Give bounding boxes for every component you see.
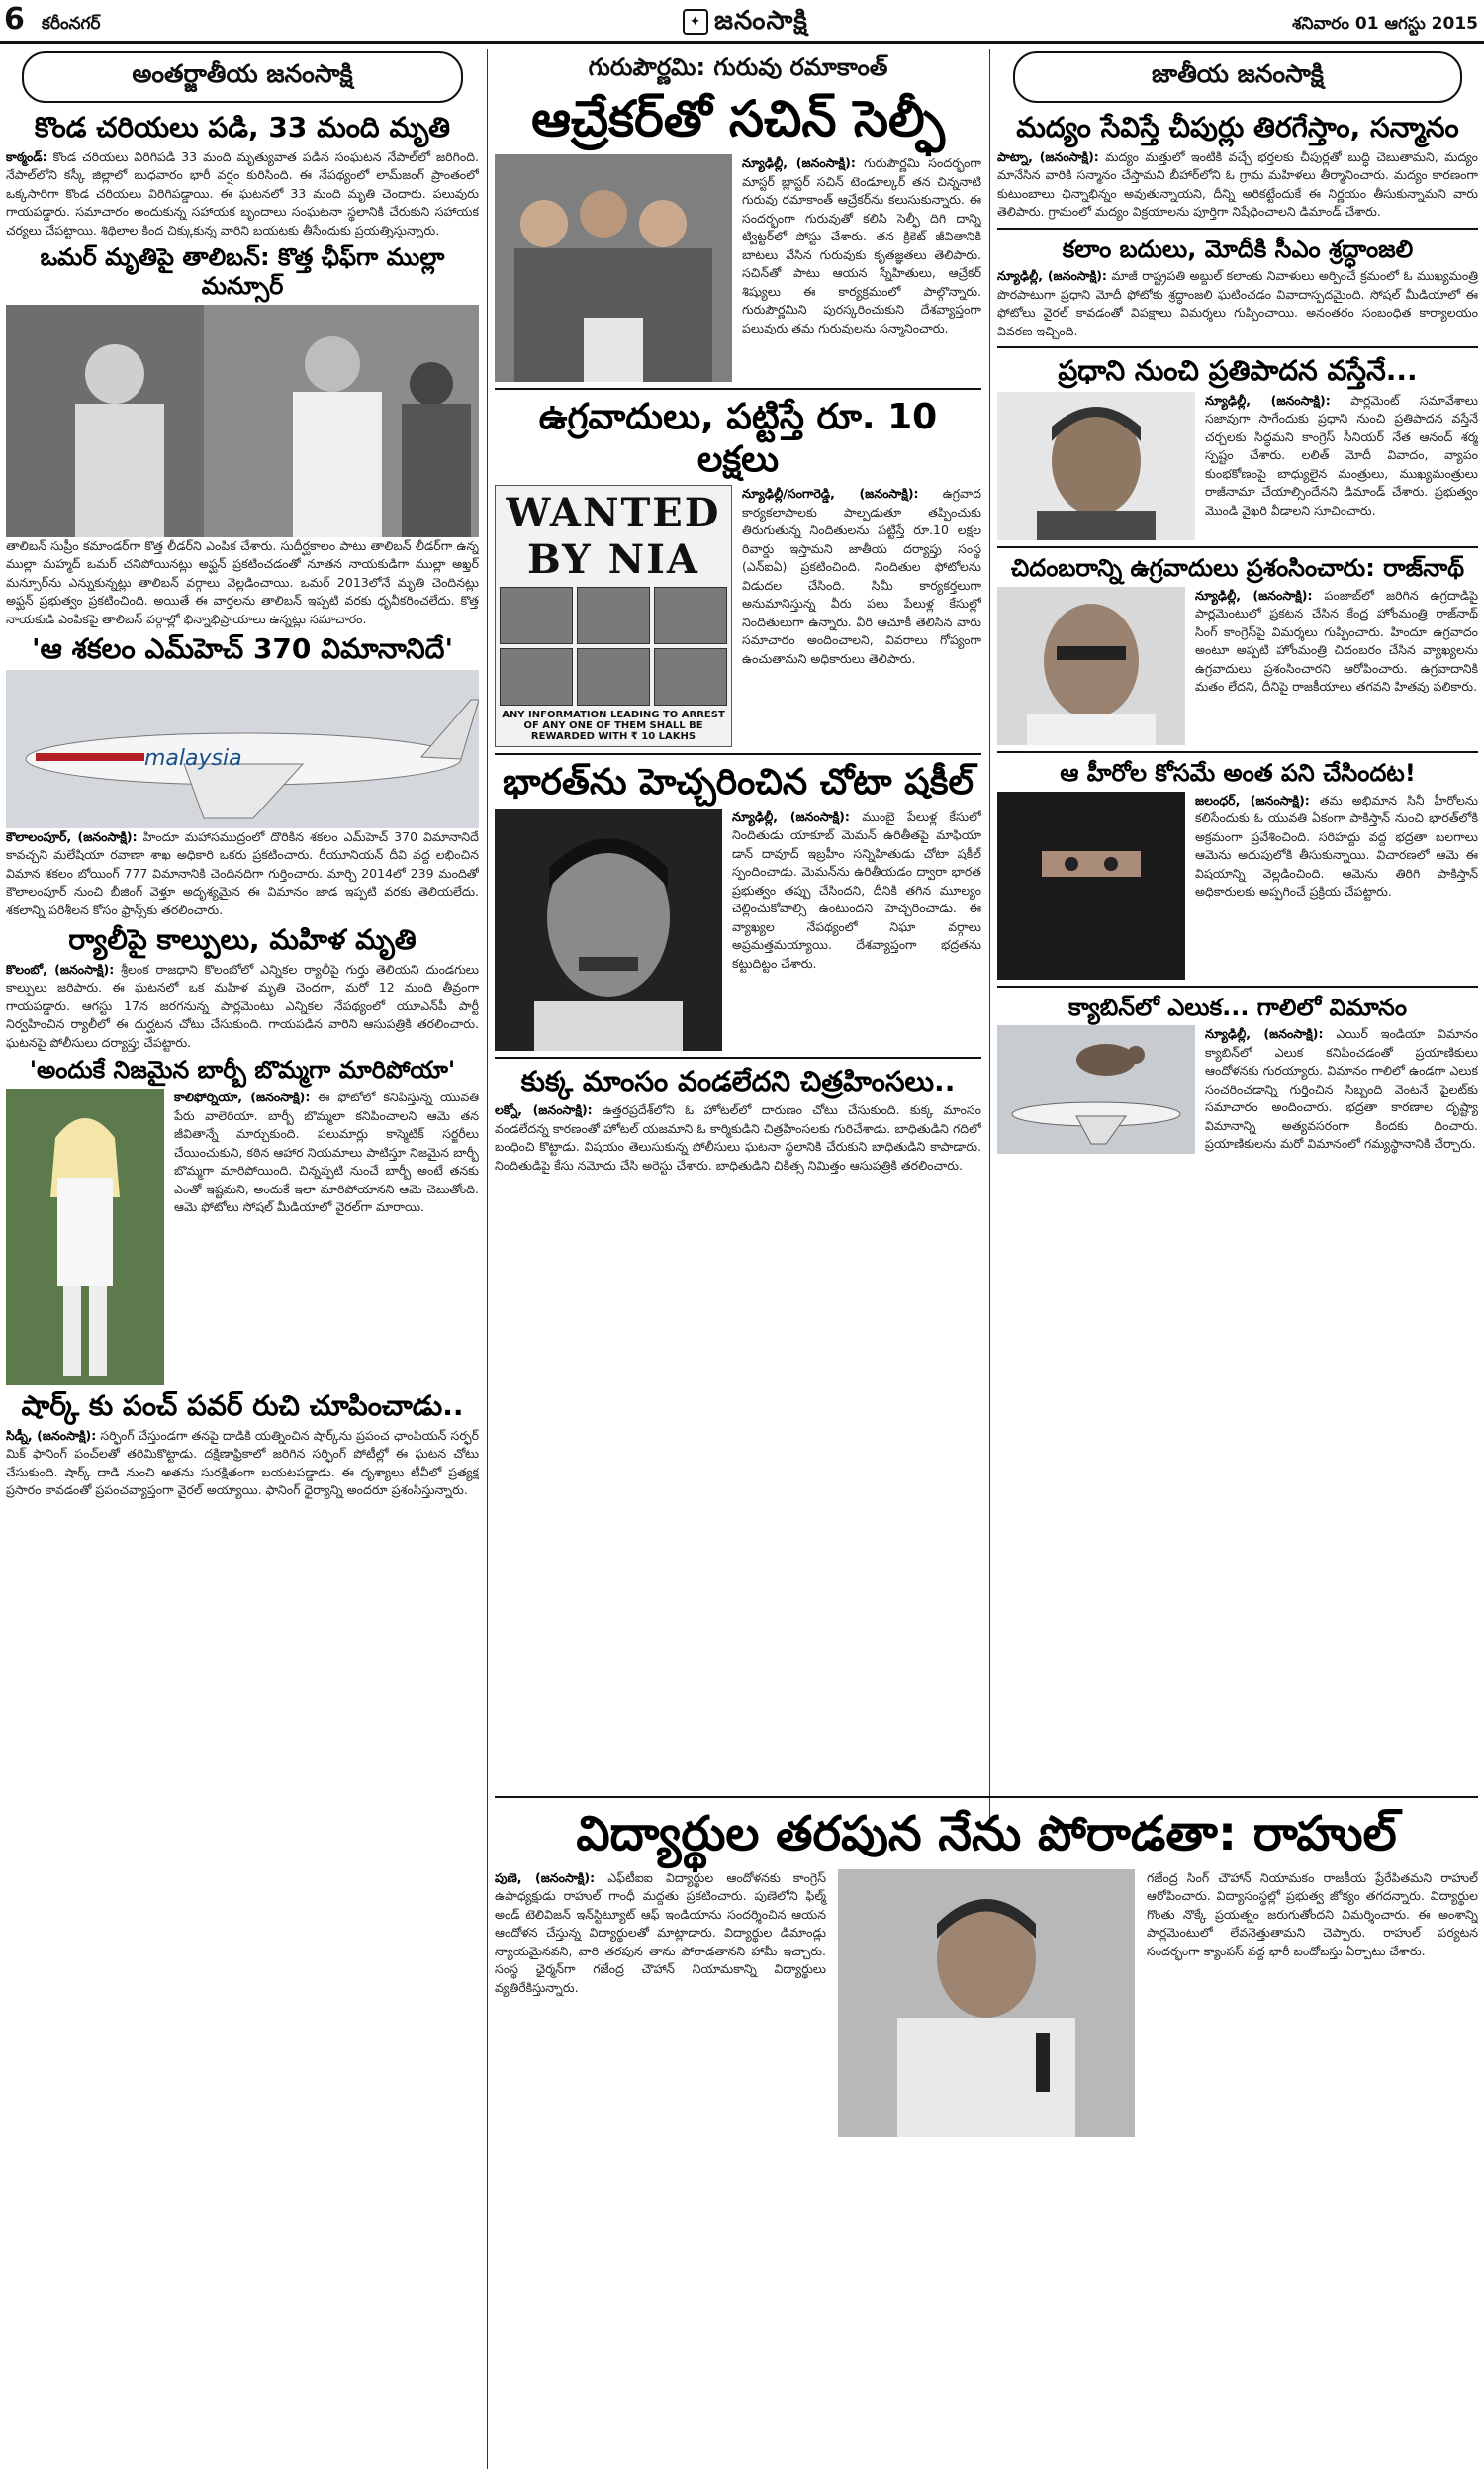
body-rally: కొలంబో, (జనంసాక్షి): శ్రీలంక రాజధాని కొలంబోలో ఎన్నికల ర్యాలీపై గుర్తు తెలియని దుండగులు కాల్పులు జరిపారు. ఈ ఘటనలో ఒక మహిళ మృతి చెందగా, మరో 12 మంది తీవ్రంగా గాయపడ్డారు. ఆగస్టు 17న జరగనున్న పార్లమెంటు ఎన్నికల నేపథ్యంలో యూఎన్‌పీ పార్టీ నిర్వహించిన ర్యాలీలో ఈ దుర్ఘటన చోటు చేసుకుంది. గాయపడిన వారిని ఆసుపత్రికి తరలించారు. ఘటనపై పోలీసులు దర్యాప్తు చేపట్టారు. (6, 961, 479, 1050)
headline-sachin: ఆచ్రేకర్‌తో సచిన్‌ సెల్ఫీ (531, 90, 945, 147)
body-rajnath: న్యూఢిల్లీ, (జనంసాక్షి): పంజాబ్‌లో జరిగిన ఉగ్రదాడిపై పార్లమెంటులో ప్రకటన చేసిన కేంద్ర హోంమంత్రి రాజ్‌నాథ్‌ సింగ్‌ కాంగ్రెస్‌పై విమర్శలు గుప్పించారు. హిందూ ఉగ్రవాదం అంటూ అప్పటి హోంమంత్రి చిదంబరం చేసిన వ్యాఖ్యలను ఉగ్రవాదులు ప్రశంసించారని ఆరోపించారు. ఉగ్రవాదానికి మతం లేదని, దీనిపై రాజకీయాలు తగవని హితవు పలికారు. (1195, 587, 1478, 695)
edition-name: కరీంనగర్ (42, 14, 101, 34)
body-landslide: కాఠ్మండ్‌: కొండ చరియలు విరిగిపడి 33 మంది మృత్యువాత పడిన సంఘటన నేపాల్‌లో జరిగింది. నేపాల్‌లోని కస్కీ జిల్లాలో బుధవారం భారీ వర్షం కురిసింది. ఈ నేపథ్యంలో లామ్‌జంగ్‌ ప్రాంతంలో ఒక్కసారిగా కొండ చరియలు విరిగిపడ్డాయి. ఈ ఘటనలో 33 మంది మృతి చెందారు. పలువురు గాయపడ్డారు. సమాచారం అందుకున్న సహాయక బృందాలు సంఘటనా స్థలానికి చేరుకుని సహాయక చర్యలు చేపట్టాయి. శిథిలాల కింద చిక్కుకున్న వారిని బయటకు తీసేందుకు ప్రయత్నిస్తున్నారు. (6, 148, 479, 238)
article-terrorists-reward (495, 485, 981, 747)
headline-rajnath: చిదంబరాన్ని ఉగ్రవాదులు ప్రశంసించారు: రాజ్‌నాథ్‌ (1010, 553, 1465, 582)
body-dog-meat: లక్నో, (జనంసాక్షి): ఉత్తరప్రదేశ్‌లోని ఓ హోటల్‌లో దారుణం చోటు చేసుకుంది. కుక్క మాంసం వండలేదన్న కారణంతో హోటల్‌ యజమాని ఓ కార్మికుడిని చిత్రహింసలకు గురిచేశాడు. బాధితుడిని గదిలో బంధించి కొట్టాడు. విషయం తెలుసుకున్న పోలీసులు ఘటనా స్థలానికి చేరుకుని బాధితుడిని కాపాడారు. నిందితుడిపై కేసు నమోదు చేసి అరెస్టు చేశారు. బాధితుడిని చికిత్స నిమిత్తం ఆసుపత్రికి తరలించారు. (495, 1102, 981, 1173)
body-barbie: కాలిఫోర్నియా, (జనంసాక్షి): ఈ ఫోటోలో కనిపిస్తున్న యువతి పేరు వాలెరియా. బార్బీ బొమ్మలా కనిపించాలని ఆమె తన జీవితాన్నే మార్చుకుంది. పలుమార్లు కాస్మెటిక్‌ సర్జరీలు చేయించుకుని, కఠిన ఆహార నియమాలు పాటిస్తూ నిజమైన బార్బీ బొమ్మగా మారిపోయింది. చిన్నప్పటి నుంచే బార్బీ అంటే తనకు ఎంతో ఇష్టమని, అందుకే ఇలా మారిపోయానని ఆమె చెబుతోంది. ఆమె ఫోటోలు సోషల్‌ మీడియాలో వైరల్‌గా మారాయి. (174, 1090, 479, 1215)
article-shark (6, 1389, 479, 1500)
page-number: 6 (4, 2, 25, 37)
body-pm-proposal: న్యూఢిల్లీ, (జనంసాక్షి): పార్లమెంట్‌ సమావేశాలు సజావుగా సాగేందుకు ప్రధాని నుంచి ప్రతిపాదన వస్తేనే చర్చలకు సిద్ధమని కాంగ్రెస్‌ సీనియర్‌ నేత ఆనంద్‌ శర్మ స్పష్టం చేశారు. లలిత్‌ మోదీ వివాదం, వ్యాపం కుంభకోణంపై బాధ్యులైన మంత్రులు, ముఖ్యమంత్రులు రాజీనామా చేయాల్సిందేనని డిమాండ్‌ చేశారు. ప్రభుత్వం మొండి వైఖరి వీడాలని సూచించారు. (1205, 392, 1478, 518)
headline-heroes: ఆ హీరోల కోసమే అంత పని చేసిందట! (1060, 758, 1416, 787)
article-chhota-shakeel (495, 809, 981, 1051)
headline-rally: ర్యాలీపై కాల్పులు, మహిళ మృతి (68, 923, 417, 957)
middle-column (495, 49, 981, 1831)
body-terrorists-reward: న్యూఢిల్లీ/సంగారెడ్డి, (జనంసాక్షి): ఉగ్రవాద కార్యకలాపాలకు పాల్పడుతూ తప్పించుకు తిరుగుతున్న నిందితులను పట్టిస్తే రూ.10 లక్షల రివార్డు ఇస్తామని జాతీయ దర్యాప్తు సంస్థ (ఎన్‌ఐఏ) ప్రకటించింది. నిందితుల ఫోటోలను విడుదల చేసింది. సిమీ కార్యకర్తలుగా అనుమానిస్తున్న వీరు పలు పేలుళ్ల కేసుల్లో నిందితులుగా ఉన్నారు. వీరి ఆచూకీ తెలిసిన వారు సమాచారం అందించాలని, వివరాలు గోప్యంగా ఉంచుతామని అధికారులు తెలిపారు. (742, 486, 981, 666)
body-kalam-modi: న్యూఢిల్లీ, (జనంసాక్షి): మాజీ రాష్ట్రపతి అబ్దుల్‌ కలాంకు నివాళులు అర్పించే క్రమంలో ఓ ముఖ్యమంత్రి పొరపాటుగా ప్రధాని మోదీ ఫోటోకు శ్రద్ధాంజలి ఘటించడం వివాదాస్పదమైంది. సోషల్‌ మీడియాలో ఈ ఫోటోలు వైరల్‌ కావడంతో విపక్షాలు విమర్శలు గుప్పించాయి. అనంతరం సంబంధిత కార్యాలయం వివరణ ఇచ్చింది. (997, 268, 1478, 338)
headline-liquor: మద్యం సేవిస్తే చీపుర్లు తిరగేస్తాం, సన్మానం (1016, 111, 1459, 143)
article-heroes (997, 792, 1478, 980)
article-landslide (6, 111, 479, 239)
national-column (997, 49, 1478, 1831)
article-mh370 (6, 632, 479, 919)
headline-chhota-shakeel: భారత్‌ను హెచ్చరించిన చోటా షకీల్‌ (502, 762, 974, 804)
body-taliban: తాలిబన్‌ సుప్రీం కమాండర్‌గా కొత్త లీడర్‌ని ఎంపిక చేశారు. సుదీర్ఘకాలం పాటు తాలిబన్‌ లీడర్‌గా ఉన్న ముల్లా మహ్మద్‌ ఒమర్‌ చనిపోయినట్లు అఫ్ఘన్‌ ప్రకటించడంతో నూతన నాయకుడిగా ముల్లా అఖ్తర్‌ మన్సూర్‌ను ఎన్నుకున్నట్లు తాలిబన్‌ వర్గాలు వెల్లడించాయి. ఒమర్‌ 2013లోనే మృతి చెందినట్లు అఫ్ఘన్‌ ప్రభుత్వం ప్రకటించింది. అయితే ఈ వార్తలను తాలిబన్‌ ఇప్పటి వరకు ధృవీకరించలేదు. కొత్త నాయకుడి ఎంపికపై తాలిబన్‌ వర్గాల్లో భిన్నాభిప్రాయాలు ఉన్నట్లు సమాచారం. (6, 537, 479, 626)
photo-veiled-woman (997, 792, 1185, 980)
article-rat-flight (997, 1025, 1478, 1154)
wanted-face (654, 587, 727, 644)
article-rahul (495, 1796, 1478, 2469)
headline-barbie: 'అందుకే నిజమైన బార్బీ బొమ్మగా మారిపోయా' (29, 1056, 456, 1085)
headline-rahul: విద్యార్థుల తరపున నేను పోరాడతా: రాహుల్‌ (576, 1806, 1397, 1861)
body-rahul-left: పుణె, (జనంసాక్షి): ఎఫ్‌టీఐఐ విద్యార్థుల ఆందోళనకు కాంగ్రెస్‌ ఉపాధ్యక్షుడు రాహుల్‌ గాంధీ మద్దతు ప్రకటించారు. పుణెలోని ఫిల్మ్‌ అండ్‌ టెలివిజన్‌ ఇన్‌స్టిట్యూట్‌ ఆఫ్‌ ఇండియాను సందర్శించిన ఆయన ఆందోళన చేస్తున్న విద్యార్థులతో మాట్లాడారు. విద్యార్థుల డిమాండ్లు న్యాయమైనవని, వారి తరపున తాను పోరాడతానని హామీ ఇచ్చారు. సంస్థ ఛైర్మన్‌గా గజేంద్ర చౌహాన్‌ నియామకాన్ని విద్యార్థులు వ్యతిరేకిస్తున్నారు. (495, 1869, 826, 1995)
headline-pm-proposal: ప్రధాని నుంచి ప్రతిపాదన వస్తేనే... (1058, 354, 1418, 388)
kicker-guru-purnima: గురుపౌర్ణమి: గురువు రమాకాంత్‌ (588, 53, 888, 81)
photo-taliban (6, 305, 479, 537)
body-rahul-right: గజేంద్ర సింగ్‌ చౌహాన్‌ నియామకం రాజకీయ ప్రేరేపితమని రాహుల్‌ ఆరోపించారు. విద్యాసంస్థల్లో ప్రభుత్వ జోక్యం తగదన్నారు. విద్యార్థుల గొంతు నొక్కే ప్రయత్నం జరుగుతోందని విమర్శించారు. ఈ అంశాన్ని పార్లమెంటులో లేవనెత్తుతామని చెప్పారు. రాహుల్‌ పర్యటన సందర్భంగా క్యాంపస్‌ వద్ద భారీ బందోబస్తు ఏర్పాటు చేశారు. (1147, 1869, 1478, 1958)
headline-dog-meat: కుక్క మాంసం వండలేదని చిత్రహింసలు.. (520, 1064, 956, 1097)
svg-text:malaysia: malaysia (144, 745, 242, 771)
body-sachin: న్యూఢిల్లీ, (జనంసాక్షి): గురుపౌర్ణమి సందర్భంగా మాస్టర్‌ బ్లాస్టర్‌ సచిన్‌ టెండూల్కర్‌ తన చిన్ననాటి గురువు రమాకాంత్‌ ఆచ్రేకర్‌ను కలుసుకున్నారు. ఈ సందర్భంగా గురువుతో కలిసి సెల్ఫీ దిగి దాన్ని ట్విట్టర్‌లో పోస్టు చేశారు. తన క్రికెట్‌ జీవితానికి బాటలు వేసిన గురువుకు కృతజ్ఞతలు తెలిపారు. సచిన్‌తో పాటు ఆయన స్నేహితులు, ఆచ్రేకర్‌ శిష్యులు ఈ కార్యక్రమంలో పాల్గొన్నారు. గురుపౌర్ణమిని పురస్కరించుకుని దేశవ్యాప్తంగా పలువురు తమ గురువులను సన్మానించారు. (742, 155, 981, 335)
article-sachin (495, 154, 981, 382)
masthead-title: జనంసాక్షి (714, 6, 808, 36)
headline-rat-flight: క్యాబిన్‌లో ఎలుక... గాలిలో విమానం (1067, 993, 1407, 1021)
headline-terrorists-reward: ఉగ్రవాదులు, పట్టిస్తే రూ. 10 లక్షలు (538, 397, 938, 481)
body-liquor: పాట్నా, (జనంసాక్షి): మద్యం మత్తులో ఇంటికి వచ్చే భర్తలకు చీపుర్లతో బుద్ధి చెబుతామని, మద్యం మానేసిన వారికి సన్మానం చేస్తామని బీహార్‌లోని ఓ గ్రామ మహిళలు తీర్మానించారు. మద్యం కారణంగా కుటుంబాలు ఛిన్నాభిన్నం అవుతున్నాయని, దీన్ని అరికట్టేందుకే ఈ నిర్ణయం తీసుకున్నామని వారు తెలిపారు. గ్రామంలో మద్యం విక్రయాలను పూర్తిగా నిషేధించాలని డిమాండ్‌ చేశారు. (997, 148, 1478, 220)
headline-mh370: 'ఆ శకలం ఎమ్‌హెచ్‌ 370 విమానానిదే' (31, 632, 454, 666)
wanted-face (654, 648, 727, 706)
photo-airplane (6, 670, 479, 828)
photo-rahul (838, 1869, 1135, 2137)
section-international: అంతర్జాతీయ జనంసాక్షి (22, 51, 463, 103)
photo-rajnath (997, 587, 1185, 745)
column-divider (487, 49, 488, 2469)
body-shark: సిడ్నీ, (జనంసాక్షి): సర్ఫింగ్‌ చేస్తుండగా తనపై దాడికి యత్నించిన షార్క్‌ను ప్రపంచ ఛాంపియన్‌ సర్ఫర్‌ మిక్‌ ఫానింగ్‌ పంచ్‌లతో తరిమికొట్టాడు. దక్షిణాఫ్రికాలో జరిగిన సర్ఫింగ్‌ పోటీల్లో ఈ ఘటన చోటు చేసుకుంది. షార్క్‌ దాడి నుంచి అతను సురక్షితంగా బయటపడ్డాడు. ఈ దృశ్యాలు టీవీలో ప్రత్యక్ష ప్రసారం కావడంతో ప్రపంచవ్యాప్తంగా వైరల్‌ అయ్యాయి. ఫానింగ్‌ ధైర్యాన్ని అందరూ ప్రశంసిస్తున్నారు. (6, 1427, 479, 1498)
column-divider (989, 49, 990, 1831)
wanted-footer: ANY INFORMATION LEADING TO ARREST OF ANY ONE OF THEM SHALL BE REWARDED WITH ₹ 10 LAKHS (502, 710, 725, 743)
photo-barbie (6, 1089, 164, 1385)
section-national: జాతీయ జనంసాక్షి (1013, 51, 1462, 103)
wanted-poster (495, 485, 732, 747)
headline-shark: షార్క్‌ కు పంచ్‌ పవర్‌ రుచి చూపించాడు.. (21, 1389, 464, 1423)
article-taliban (6, 243, 479, 628)
international-column (6, 49, 479, 2469)
article-barbie (6, 1056, 479, 1385)
photo-rat-plane (997, 1025, 1195, 1154)
photo-chhota-shakeel (495, 809, 722, 1051)
wanted-face (500, 648, 573, 706)
wanted-face (500, 587, 573, 644)
wanted-title: WANTED BY NIA (506, 490, 721, 584)
masthead (683, 6, 808, 42)
headline-landslide: కొండ చరియలు పడి, 33 మంది మృతి (34, 111, 451, 143)
article-pm-proposal (997, 392, 1478, 540)
photo-anand-sharma (997, 392, 1195, 540)
headline-taliban: ఒమర్‌ మృతిపై తాలిబన్‌: కొత్త ఛీఫ్‌గా ముల్లా మన్సూర్‌ (40, 243, 445, 300)
article-rally (6, 923, 479, 1052)
body-rat-flight: న్యూఢిల్లీ, (జనంసాక్షి): ఎయిర్‌ ఇండియా విమానం క్యాబిన్‌లో ఎలుక కనిపించడంతో ప్రయాణికులు ఆందోళనకు గురయ్యారు. విమానం గాలిలో ఉండగా ఎలుక సంచరించడాన్ని గుర్తించిన సిబ్బంది వెంటనే పైలట్‌కు సమాచారం అందించారు. భద్రతా కారణాల దృష్ట్యా విమానాన్ని అత్యవసరంగా కిందకు దించారు. ప్రయాణికులను మరో విమానంలో గమ్యస్థానానికి చేర్చారు. (1205, 1026, 1478, 1152)
masthead-logo-icon: ✦ (683, 9, 708, 35)
photo-sachin-selfie (495, 154, 732, 382)
headline-kalam-modi: కలాం బదులు, మోదీకి సీఎం శ్రద్ధాంజలి (1062, 235, 1414, 263)
body-heroes: జలంధర్‌, (జనంసాక్షి): తమ అభిమాన సినీ హీరోలను కలిసేందుకు ఓ యువతి ఏకంగా పాకిస్తాన్‌ నుంచి భారత్‌లోకి అక్రమంగా ప్రవేశించింది. సరిహద్దు వద్ద భద్రతా బలగాలు ఆమెను అదుపులోకి తీసుకున్నాయి. విచారణలో ఆమె ఈ విషయాన్ని వెల్లడించింది. ఆమెను తిరిగి పాకిస్తాన్‌ అధికారులకు అప్పగించే ప్రక్రియ చేపట్టారు. (1195, 792, 1478, 900)
issue-date: శనివారం 01 ఆగస్టు 2015 (1292, 14, 1478, 34)
page-header (0, 0, 1484, 44)
body-mh370: కౌలాలంపూర్‌, (జనంసాక్షి): హిందూ మహాసముద్రంలో దొరికిన శకలం ఎమ్‌హెచ్‌ 370 విమానానిదే కావచ్చని మలేషియా రవాణా శాఖ అధికారి ఒకరు ప్రకటించారు. రీయూనియన్‌ దీవి వద్ద లభించిన విమాన శకలం బోయింగ్‌ 777 విమానానికి చెందినదిగా గుర్తించారు. మార్చి 2014లో 239 మందితో కౌలాలంపూర్‌ నుంచి బీజింగ్‌ వెళ్తూ అదృశ్యమైన ఈ విమానం జాడ ఇప్పటి వరకు తెలియలేదు. శకలాన్ని పరిశీలన కోసం ఫ్రాన్స్‌కు తరలించారు. (6, 828, 479, 917)
wanted-face (577, 587, 650, 644)
body-chhota-shakeel: న్యూఢిల్లీ, (జనంసాక్షి): ముంబై పేలుళ్ల కేసులో నిందితుడు యాకూబ్‌ మెమన్‌ ఉరితీతపై మాఫియా డాన్‌ దావూద్‌ ఇబ్రహీం సన్నిహితుడు చోటా షకీల్‌ స్పందించాడు. మెమన్‌ను ఉరితీయడం ద్వారా భారత ప్రభుత్వం తప్పు చేసిందని, దీనికి తగిన మూల్యం చెల్లించుకోవాల్సి ఉంటుందని హెచ్చరించాడు. ఈ వ్యాఖ్యల నేపథ్యంలో నిఘా వర్గాలు అప్రమత్తమయ్యాయి. దేశవ్యాప్తంగా భద్రతను కట్టుదిట్టం చేశారు. (732, 809, 981, 971)
wanted-face (577, 648, 650, 706)
article-rajnath (997, 587, 1478, 745)
